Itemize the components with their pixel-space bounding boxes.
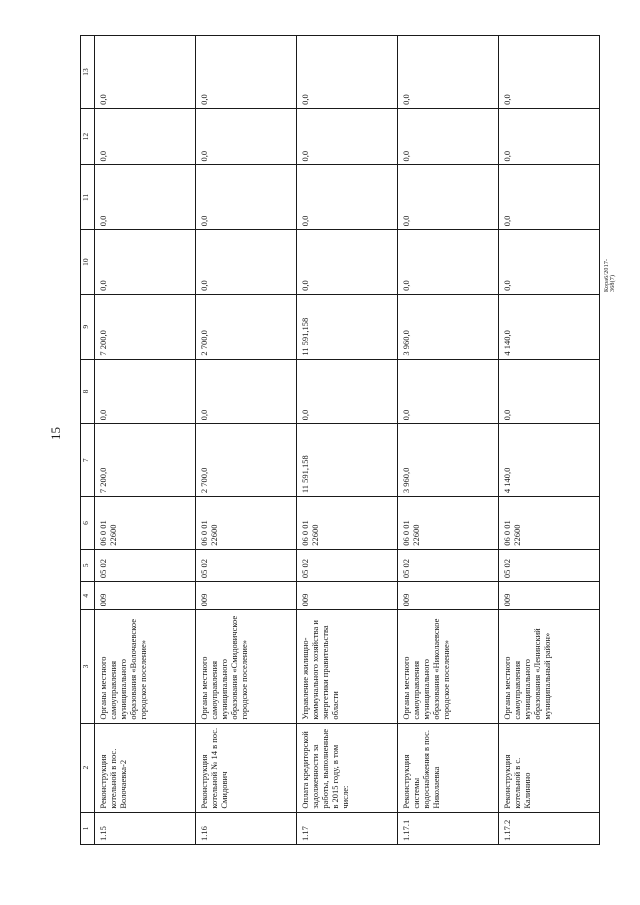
amount-cell: 0,0 <box>499 108 600 165</box>
rotated-table-container <box>80 35 600 845</box>
amount-cell: 0,0 <box>196 359 297 424</box>
amount-total: 11 591,158 <box>297 424 398 497</box>
measure-name: Реконструкция котельной № 14 в пос. Смидович <box>196 723 297 812</box>
section-code: 05 02 <box>196 549 297 581</box>
amount-cell: 0,0 <box>196 36 297 109</box>
target-code: 06 0 01 22600 <box>398 497 499 550</box>
amount-cell: 0,0 <box>398 108 499 165</box>
amount-cell: 0,0 <box>297 165 398 230</box>
table-row <box>499 36 600 845</box>
amount-cell: 0,0 <box>499 36 600 109</box>
amount-total: 7 200,0 <box>95 424 196 497</box>
amount-cell: 0,0 <box>95 36 196 109</box>
amount-cell: 0,0 <box>398 230 499 295</box>
amount-cell: 0,0 <box>398 165 499 230</box>
col-header: 5 <box>81 549 95 581</box>
header-row <box>81 36 95 845</box>
document-code: Кора6/2017-368(7) <box>604 258 616 292</box>
amount-cell: 0,0 <box>297 108 398 165</box>
amount-cell: 0,0 <box>499 165 600 230</box>
row-number: 1.17 <box>297 812 398 844</box>
table-row <box>95 36 196 845</box>
amount-total: 2 700,0 <box>196 424 297 497</box>
target-code: 06 0 01 22600 <box>196 497 297 550</box>
col-header: 13 <box>81 36 95 109</box>
section-code: 05 02 <box>499 549 600 581</box>
executor: Органы местного самоуправления муниципального образования «Ленинский муниципальный район» <box>499 610 600 723</box>
table-row <box>297 36 398 845</box>
measure-name: Оплата кредиторской задолженности за работы, выполненные в 2015 году, в том числе: <box>297 723 398 812</box>
col-header: 10 <box>81 230 95 295</box>
amount-cell: 0,0 <box>95 230 196 295</box>
col-header: 8 <box>81 359 95 424</box>
amount-cell: 0,0 <box>499 230 600 295</box>
amount-cell: 2 700,0 <box>196 294 297 359</box>
table-row <box>398 36 499 845</box>
col-header: 7 <box>81 424 95 497</box>
amount-cell: 7 200,0 <box>95 294 196 359</box>
section-code: 05 02 <box>398 549 499 581</box>
amount-cell: 0,0 <box>499 359 600 424</box>
measure-name: Реконструкция системы водоснабжения в пос. Николаевка <box>398 723 499 812</box>
measure-name: Реконструкция котельной в пос. Волочаевка-2 <box>95 723 196 812</box>
amount-cell: 0,0 <box>297 359 398 424</box>
amount-cell: 0,0 <box>398 36 499 109</box>
amount-cell: 4 140,0 <box>499 294 600 359</box>
row-number: 1.15 <box>95 812 196 844</box>
col-header: 2 <box>81 723 95 812</box>
budget-table <box>80 35 600 845</box>
executor: Управление жилищно-коммунального хозяйства и энергетики правительства области <box>297 610 398 723</box>
amount-cell: 3 960,0 <box>398 294 499 359</box>
grbs-code: 009 <box>196 582 297 610</box>
executor: Органы местного самоуправления муниципального образования «Волочаевское городское поселение» <box>95 610 196 723</box>
amount-cell: 0,0 <box>297 36 398 109</box>
amount-cell: 0,0 <box>95 359 196 424</box>
amount-total: 3 960,0 <box>398 424 499 497</box>
grbs-code: 009 <box>297 582 398 610</box>
target-code: 06 0 01 22600 <box>499 497 600 550</box>
amount-cell: 0,0 <box>196 108 297 165</box>
amount-cell: 0,0 <box>95 108 196 165</box>
row-number: 1.17.2 <box>499 812 600 844</box>
page-number: 15 <box>48 427 63 440</box>
amount-cell: 0,0 <box>196 165 297 230</box>
target-code: 06 0 01 22600 <box>95 497 196 550</box>
grbs-code: 009 <box>95 582 196 610</box>
row-number: 1.17.1 <box>398 812 499 844</box>
section-code: 05 02 <box>297 549 398 581</box>
target-code: 06 0 01 22600 <box>297 497 398 550</box>
amount-cell: 0,0 <box>95 165 196 230</box>
measure-name: Реконструкция котельной в с. Калинино <box>499 723 600 812</box>
amount-total: 4 140,0 <box>499 424 600 497</box>
amount-cell: 11 591,158 <box>297 294 398 359</box>
amount-cell: 0,0 <box>297 230 398 295</box>
col-header: 3 <box>81 610 95 723</box>
executor: Органы местного самоуправления муниципального образования «Николаевское городское поселение» <box>398 610 499 723</box>
col-header: 6 <box>81 497 95 550</box>
col-header: 11 <box>81 165 95 230</box>
amount-cell: 0,0 <box>196 230 297 295</box>
amount-cell: 0,0 <box>398 359 499 424</box>
col-header: 4 <box>81 582 95 610</box>
row-number: 1.16 <box>196 812 297 844</box>
table-row <box>196 36 297 845</box>
executor: Органы местного самоуправления муниципального образования «Смидовичское городское поселение» <box>196 610 297 723</box>
col-header: 12 <box>81 108 95 165</box>
grbs-code: 009 <box>499 582 600 610</box>
col-header: 9 <box>81 294 95 359</box>
col-header: 1 <box>81 812 95 844</box>
section-code: 05 02 <box>95 549 196 581</box>
grbs-code: 009 <box>398 582 499 610</box>
